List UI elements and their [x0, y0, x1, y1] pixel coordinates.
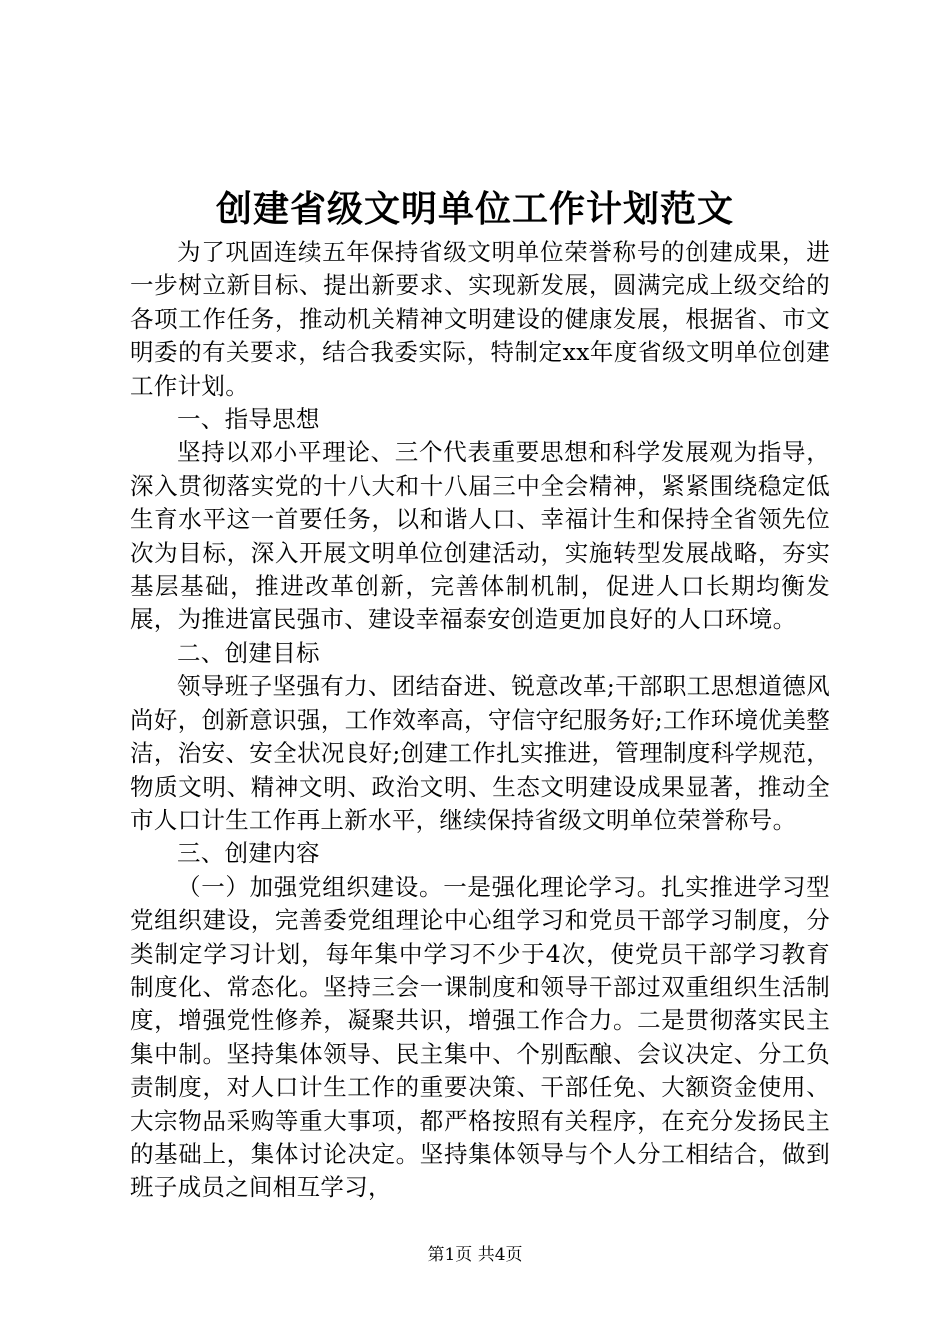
content-paragraph-party-building: （一）加强党组织建设。一是强化理论学习。扎实推进学习型党组织建设，完善委党组理论中心组学习和党员干部学习制度，分类制定学习计划，每年集中学习不少于4次，使党员干部学习教育制度化、常态化。坚持三会一课制度和领导干部过双重组织生活制度，增强党性修养，凝聚共识，增强工作合力。二是贯彻落实民主集中制。坚持集体领导、民主集中、个别酝酿、会议决定、分工负责制度，对人口计生工作的重要决策、干部任免、大额资金使用、大宗物品采购等重大事项，都严格按照有关程序，在充分发扬民主的基础上，集体讨论决定。坚持集体领导与个人分工相结合，做到班子成员之间相互学习，	[130, 872, 830, 1202]
document-body	[130, 236, 830, 1205]
goals-paragraph: 领导班子坚强有力、团结奋进、锐意改革;干部职工思想道德风尚好，创新意识强，工作效率高，守信守纪服务好;工作环境优美整洁，治安、安全状况良好;创建工作扎实推进，管理制度科学规范，物质文明、精神文明、政治文明、生态文明建设成果显著，推动全市人口计生工作再上新水平，继续保持省级文明单位荣誉称号。	[130, 672, 830, 834]
section-heading-goals: 二、创建目标	[177, 638, 320, 667]
guiding-ideology-paragraph: 坚持以邓小平理论、三个代表重要思想和科学发展观为指导，深入贯彻落实党的十八大和十八届三中全会精神，紧紧围绕稳定低生育水平这一首要任务，以和谐人口、幸福计生和保持全省领先位次为目标，深入开展文明单位创建活动，实施转型发展战略，夯实基层基础，推进改革创新，完善体制机制，促进人口长期均衡发展，为推进富民强市、建设幸福泰安创造更加良好的人口环境。	[130, 438, 830, 634]
intro-paragraph: 为了巩固连续五年保持省级文明单位荣誉称号的创建成果，进一步树立新目标、提出新要求、实现新发展，圆满完成上级交给的各项工作任务，推动机关精神文明建设的健康发展，根据省、市文明委的有关要求，结合我委实际，特制定xx年度省级文明单位创建工作计划。	[130, 238, 830, 400]
section-heading-guiding-ideology: 一、指导思想	[177, 405, 320, 434]
section-heading-content: 三、创建内容	[177, 839, 320, 868]
page-number-footer: 第1页 共4页	[427, 1245, 523, 1265]
document-title: 创建省级文明单位工作计划范文	[215, 188, 734, 230]
